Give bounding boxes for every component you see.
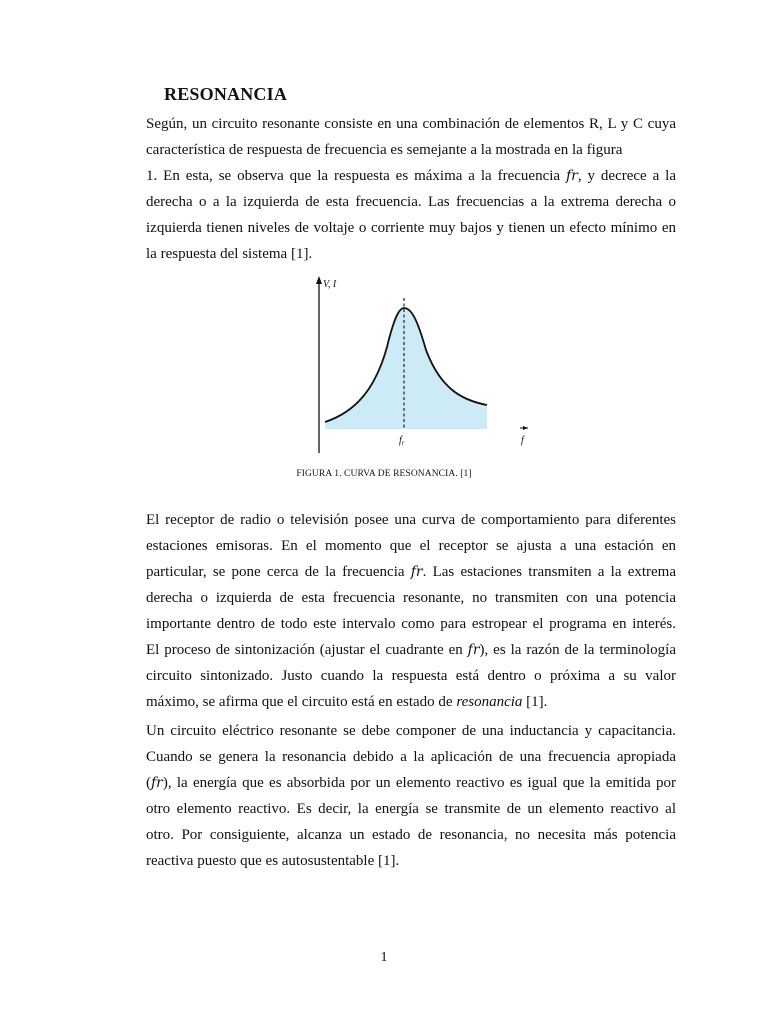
text-line xyxy=(146,770,676,796)
text-line xyxy=(146,163,676,189)
text-line: la respuesta del sistema [1]. xyxy=(146,246,313,262)
text-segment: máximo, se afirma que el circuito está en estado de xyxy=(146,694,457,710)
text-segment: ), es la razón de la terminología xyxy=(479,642,676,658)
text-segment: . Las estaciones transmiten a la extrema xyxy=(422,564,676,580)
figure-caption: FIGURA 1. CURVA DE RESONANCIA. [1] xyxy=(296,469,472,479)
text-segment: 1. En esta, se observa que la respuesta es máxima a la frecuencia xyxy=(146,168,566,184)
peak-frequency-label: $f_r$ xyxy=(399,435,405,447)
text-line: El receptor de radio o televisión posee una curva de comportamiento para diferentes xyxy=(146,512,676,528)
text-segment: El proceso de sintonización (ajustar el cuadrante en xyxy=(146,642,468,658)
text-line: otro. Por consiguiente, alcanza un estado de resonancia, no necesita más potencia xyxy=(146,827,676,843)
math-fr: fr xyxy=(151,775,163,791)
text-segment: ( xyxy=(146,775,151,791)
text-line: otro elemento reactivo. Es decir, la energía se transmite de un elemento reactivo al xyxy=(146,801,676,817)
text-line: Un circuito eléctrico resonante se debe componer de una inductancia y capacitancia. xyxy=(146,723,676,739)
text-line: característica de respuesta de frecuencia es semejante a la mostrada en la figura xyxy=(146,142,623,158)
text-segment: ), la energía que es absorbida por un elemento reactivo es igual que la emitida por xyxy=(162,775,676,791)
math-fr: fr xyxy=(467,642,480,658)
curve-fill-area xyxy=(325,308,487,429)
text-line: derecha o a la izquierda de esta frecuencia. Las frecuencias a la extrema derecha o xyxy=(146,194,676,210)
text-line xyxy=(146,689,676,715)
text-line xyxy=(146,559,676,585)
text-line xyxy=(146,637,676,663)
text-line: izquierda tienen niveles de voltaje o corriente muy bajos y tienen un efecto mínimo en xyxy=(146,220,676,236)
math-fr: fr xyxy=(565,168,578,184)
paragraph-receptor xyxy=(146,507,676,715)
text-segment: particular, se pone cerca de la frecuencia xyxy=(146,564,411,580)
y-axis-arrowhead xyxy=(316,276,322,284)
paragraph-circuit xyxy=(146,718,676,874)
math-fr: fr xyxy=(410,564,423,580)
section-title: RESONANCIA xyxy=(164,84,288,104)
text-line: Cuando se genera la resonancia debido a la aplicación de una frecuencia apropiada xyxy=(146,749,676,765)
y-axis-label: V, I xyxy=(323,279,337,290)
text-line: circuito sintonizado. Justo cuando la respuesta está dentro o próxima a su valor xyxy=(146,668,676,684)
resonance-curve-figure xyxy=(300,272,540,454)
text-segment: [1]. xyxy=(522,694,548,710)
text-line: estaciones emisoras. En el momento que el receptor se ajusta a una estación en xyxy=(146,538,676,554)
text-segment: , y decrece a la xyxy=(577,168,676,184)
paragraph-intro xyxy=(146,111,676,267)
text-line: Según, un circuito resonante consiste en una combinación de elementos R, L y C cuya xyxy=(146,116,676,132)
x-axis-arrowhead xyxy=(523,426,528,430)
text-line: derecha o izquierda de esta frecuencia resonante, no transmiten con una potencia xyxy=(146,590,676,606)
emphasis-term: resonancia xyxy=(456,694,523,710)
page-number: 1 xyxy=(380,950,388,965)
text-line: importante dentro de todo este intervalo como para estropear el programa en interés. xyxy=(146,616,676,632)
text-line: reactiva puesto que es autosustentable [1]. xyxy=(146,853,400,869)
x-axis-label: f xyxy=(521,435,524,446)
